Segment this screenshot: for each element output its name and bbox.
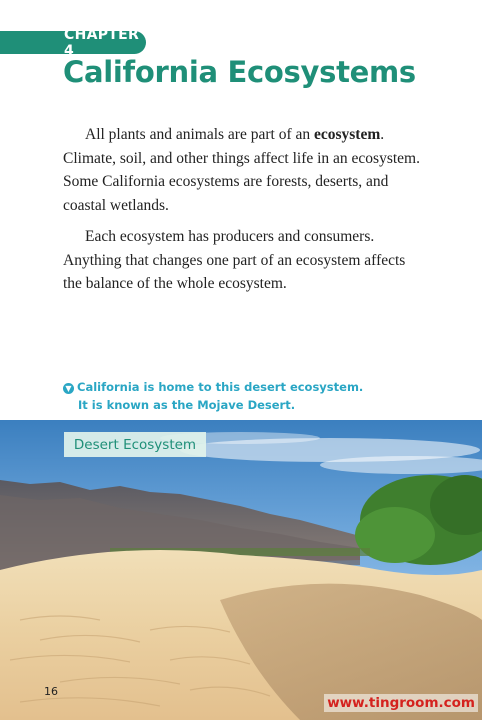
- caption-line-1: California is home to this desert ecosystem.: [77, 380, 364, 394]
- paragraph-2: Each ecosystem has producers and consumers. Anything that changes one part of an ecosystem affects the balance of the whole ecosystem.: [63, 228, 406, 292]
- chapter-tab: [0, 26, 146, 59]
- page-title: California Ecosystems: [63, 55, 416, 89]
- photo-caption: [63, 378, 363, 414]
- keyword-ecosystem: ecosystem: [313, 126, 381, 143]
- chapter-label: CHAPTER 4: [64, 26, 140, 59]
- caption-line-2: It is known as the Mojave Desert.: [78, 398, 296, 412]
- arrow-down-circle-icon: ▼: [63, 383, 74, 394]
- page-number: 16: [44, 685, 58, 698]
- paragraph-1-end: . Climate, soil, and other things affect life in an ecosystem. Some California ecosystems are forests, deserts, and coastal wetlands.: [63, 126, 420, 214]
- paragraph-1: [63, 123, 423, 217]
- watermark: www.tingroom.com: [324, 694, 478, 712]
- photo-label: Desert Ecosystem: [64, 432, 206, 457]
- paragraph-1-start: All plants and animals are part of an: [85, 126, 314, 143]
- desert-photo: [0, 420, 482, 720]
